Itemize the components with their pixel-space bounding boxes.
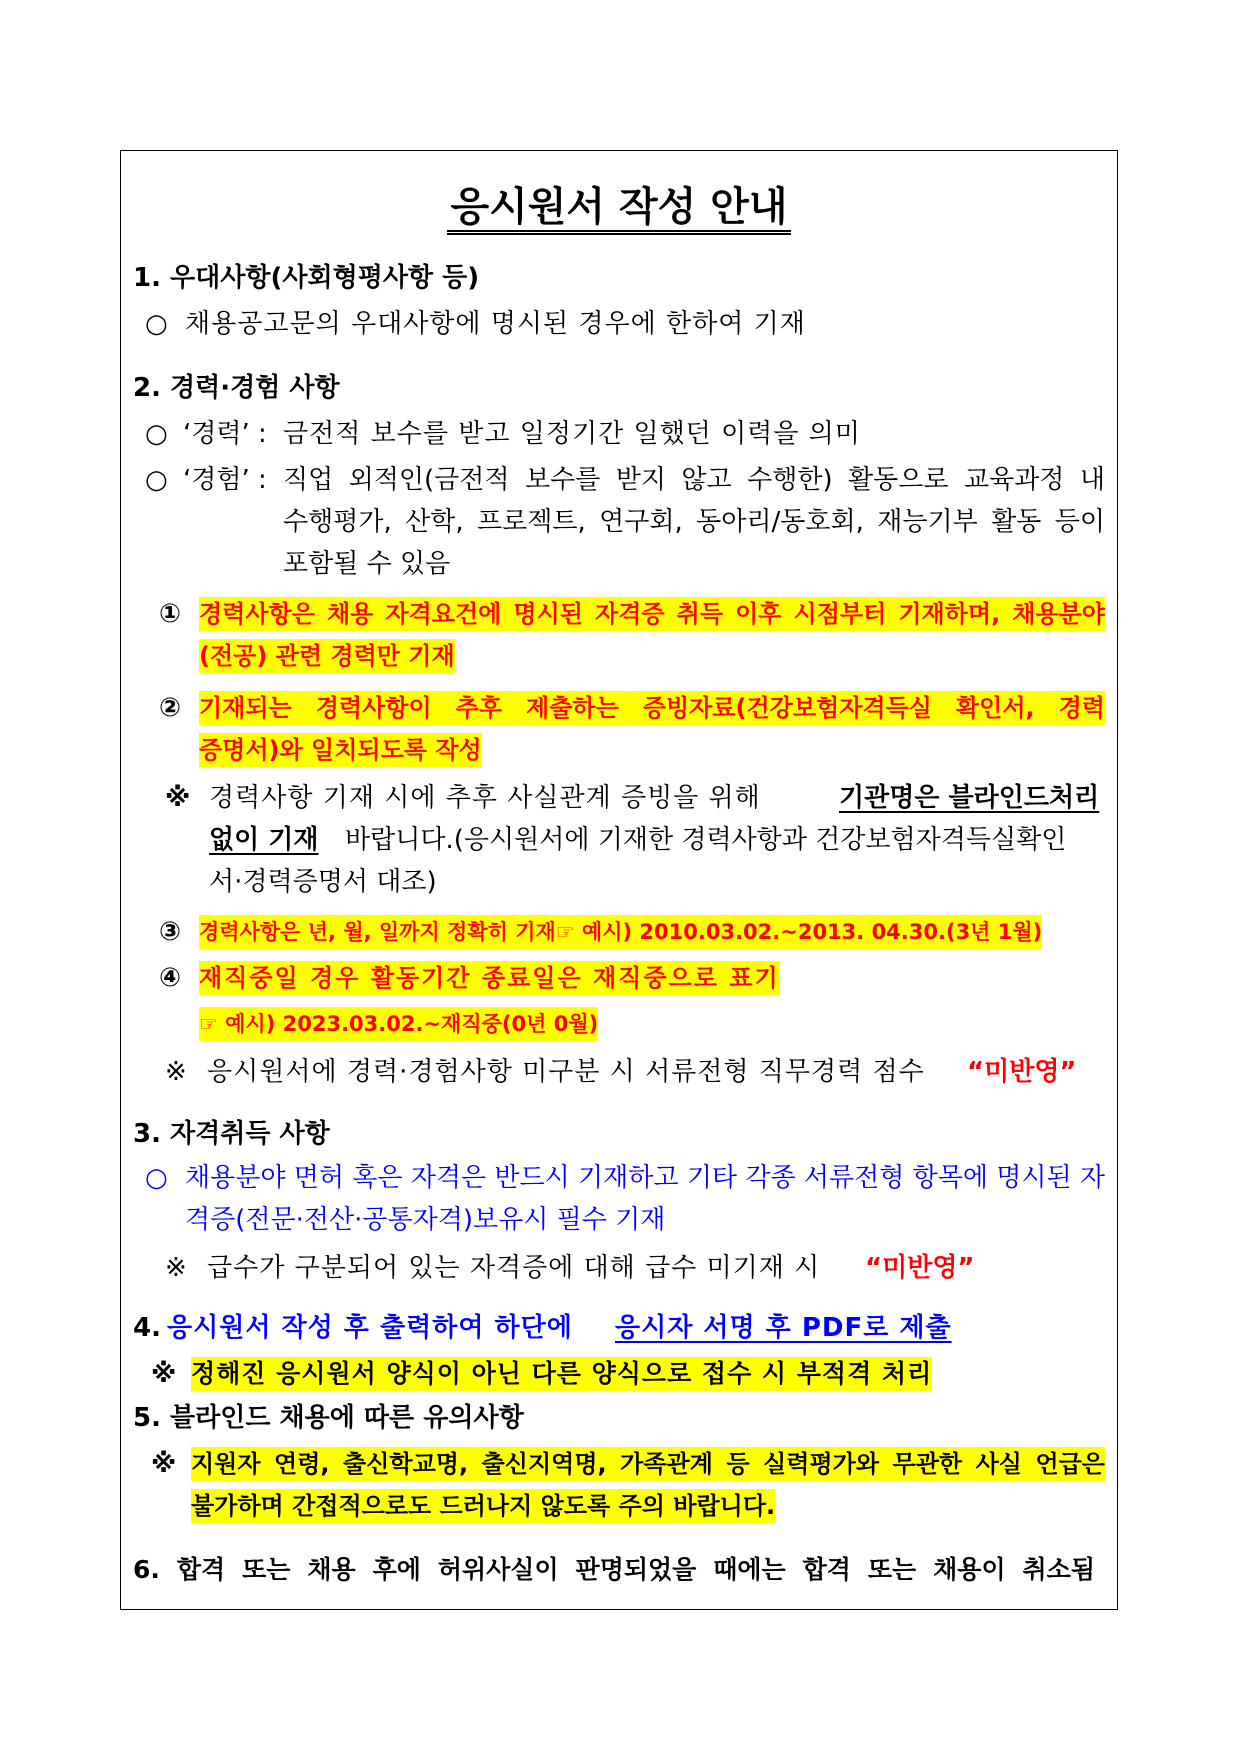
- n1-line-2: (전공) 관련 경력만 기재: [199, 639, 455, 673]
- s2-bullet-career: ○: [145, 419, 168, 449]
- s4-number: 4.: [133, 1313, 161, 1343]
- exp-line-2: 수행평가, 산학, 프로젝트, 연구회, 동아리/동호회, 재능기부 활동 등이: [283, 507, 1105, 537]
- note2-text: 응시원서에 경력·경험사항 미구분 시 서류전형 직무경력 점수: [207, 1057, 925, 1087]
- s3-note-emph: “미반영”: [865, 1253, 975, 1283]
- s1-item: 채용공고문의 우대사항에 명시된 경우에 한하여 기재: [185, 309, 806, 339]
- career-desc: 금전적 보수를 받고 일정기간 일했던 이력을 의미: [283, 419, 861, 449]
- n4-text: 재직중일 경우 활동기간 종료일은 재직중으로 표기: [199, 961, 780, 995]
- s4-underlined: 응시자 서명 후 PDF로 제출: [615, 1313, 952, 1343]
- s3-line-1: 채용분야 면허 혹은 자격은 반드시 기재하고 기타 각종 서류전형 항목에 명시된 자: [185, 1163, 1105, 1193]
- note-emph-2: 없이 기재: [209, 825, 319, 855]
- career-term: ‘경력’ :: [183, 419, 267, 449]
- n3-mark: ③: [159, 917, 182, 947]
- note2-emph: “미반영”: [967, 1057, 1077, 1087]
- n1-mark: ①: [159, 599, 182, 629]
- n1-line-1: 경력사항은 채용 자격요건에 명시된 자격증 취득 이후 시점부터 기재하며, 채용분야: [199, 597, 1105, 631]
- note2-mark: ※: [165, 1057, 187, 1087]
- s2-bullet-exp: ○: [145, 465, 168, 495]
- n4-mark: ④: [159, 963, 182, 993]
- s3-note-text: 급수가 구분되어 있는 자격증에 대해 급수 미기재 시: [207, 1253, 821, 1283]
- s1-bullet: ○: [145, 309, 168, 339]
- section-1-heading: 1. 우대사항(사회형평사항 등): [133, 263, 480, 293]
- s4-text: 응시원서 작성 후 출력하여 하단에: [167, 1313, 573, 1343]
- section-2-heading: 2. 경력·경험 사항: [133, 373, 340, 403]
- n3-text: 경력사항은 년, 월, 일까지 정확히 기재☞ 예시) 2010.03.02.~2013. 04.30.(3년 1월): [199, 915, 1042, 949]
- note-text-c: 바랍니다.(응시원서에 기재한 경력사항과 건강보험자격득실확인: [345, 825, 1067, 855]
- section-5-heading: 5. 블라인드 채용에 따른 유의사항: [133, 1403, 524, 1433]
- n2-mark: ②: [159, 693, 182, 723]
- note-emph-1: 기관명은 블라인드처리: [839, 783, 1100, 813]
- n2-line-1: 기재되는 경력사항이 추후 제출하는 증빙자료(건강보험자격득실 확인서, 경력: [199, 691, 1105, 725]
- s4-note-text: 정해진 응시원서 양식이 아닌 다른 양식으로 접수 시 부적격 처리: [191, 1357, 932, 1391]
- exp-line-1: 직업 외적인(금전적 보수를 받지 않고 수행한) 활동으로 교육과정 내: [283, 465, 1105, 495]
- section-3-heading: 3. 자격취득 사항: [133, 1119, 330, 1149]
- s3-note-mark: ※: [165, 1253, 187, 1283]
- s5-line-1: 지원자 연령, 출신학교명, 출신지역명, 가족관계 등 실력평가와 무관한 사실 언급은: [191, 1447, 1105, 1481]
- s5-note-mark: ※: [151, 1449, 177, 1479]
- note-text-a: 경력사항 기재 시에 추후 사실관계 증빙을 위해: [209, 783, 761, 813]
- page-title-text: 응시원서 작성 안내: [447, 184, 792, 235]
- s5-line-2: 불가하며 간접적으로도 드러나지 않도록 주의 바랍니다.: [191, 1489, 775, 1523]
- n4-example: ☞ 예시) 2023.03.02.~재직중(0년 0월): [199, 1007, 598, 1041]
- exp-term: ‘경험’ :: [183, 465, 267, 495]
- note-text-d: 서·경력증명서 대조): [209, 867, 437, 897]
- note-mark: ※: [165, 783, 191, 813]
- s3-line-2: 격증(전문·전산·공통자격)보유시 필수 기재: [185, 1205, 666, 1235]
- s4-note-mark: ※: [151, 1359, 177, 1389]
- exp-line-3: 포함될 수 있음: [283, 549, 451, 579]
- n2-line-2: 증명서)와 일치되도록 작성: [199, 733, 482, 767]
- s3-bullet: ○: [145, 1163, 168, 1193]
- guide-frame: [120, 150, 1118, 1610]
- section-6-heading: 6. 합격 또는 채용 후에 허위사실이 판명되었을 때에는 합격 또는 채용이 취소됨: [133, 1555, 1095, 1584]
- page-title: [121, 181, 1117, 233]
